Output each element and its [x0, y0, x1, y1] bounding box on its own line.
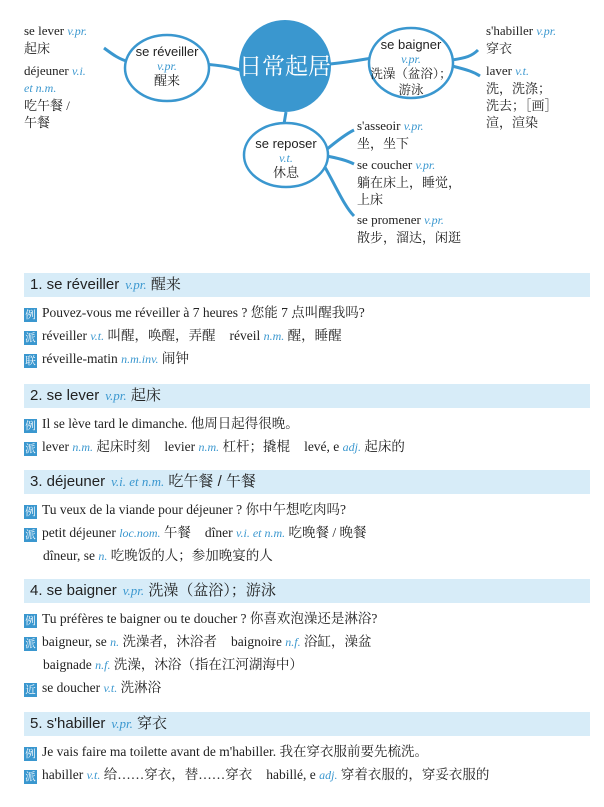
related-meaning: 闹钟	[161, 351, 189, 366]
derived-meaning: 洗澡者，沐浴者	[122, 634, 217, 649]
entry-meaning: 起床	[130, 387, 161, 404]
mindmap-center-title: 日常起居	[239, 53, 331, 79]
derived-tag: 派	[25, 443, 36, 455]
note-meaning: 穿衣	[486, 41, 513, 56]
example-line	[24, 412, 590, 435]
bubble-reposer	[244, 136, 328, 181]
bubble-pos: v.pr.	[401, 52, 421, 66]
entry-se-lever	[24, 384, 590, 458]
entry-pos: v.pr.	[105, 388, 127, 403]
derived-meaning: 吃晚餐 / 晚餐	[288, 525, 367, 540]
example-tag: 例	[25, 506, 36, 518]
entry-se-baigner	[24, 579, 590, 699]
note-meaning-3: 渲，渲染	[486, 115, 539, 130]
derived-word: lever	[42, 439, 69, 454]
note-se-promener	[357, 211, 461, 246]
bubble-word: se baigner	[380, 37, 442, 52]
example-text: Tu préfères te baigner ou te doucher ? 你喜欢泡澡还是淋浴?	[42, 611, 378, 626]
note-pos: v.pr.	[536, 24, 557, 38]
entry-header	[24, 579, 590, 603]
derived-meaning: 浴缸，澡盆	[304, 634, 372, 649]
entry-pos: v.pr.	[122, 583, 145, 598]
note-pos: v.pr.	[403, 119, 424, 133]
near-meaning: 洗淋浴	[120, 680, 162, 695]
derived-line	[24, 324, 590, 347]
derived-pos: n.	[98, 549, 108, 563]
derived-tag: 派	[25, 529, 36, 541]
entry-pos: v.pr.	[111, 716, 133, 731]
note-laver	[486, 62, 558, 131]
example-text: Pouvez-vous me réveiller à 7 heures ? 您能 7 点叫醒我吗?	[42, 305, 365, 320]
note-meaning-2: 上床	[357, 192, 384, 207]
entry-shabiller	[24, 712, 590, 786]
entry-meaning: 穿衣	[137, 715, 168, 732]
note-pos-2: et n.m.	[24, 81, 57, 95]
bubble-pos: v.pr.	[157, 59, 177, 73]
derived-pos: v.t.	[86, 768, 101, 782]
note-word: s'asseoir	[357, 118, 401, 133]
derived-pos: n.f.	[285, 635, 301, 649]
derived-pos: n.m.	[198, 440, 220, 454]
derived-meaning: 杠杆；撬棍	[222, 439, 291, 454]
example-line	[24, 301, 590, 324]
derived-word: baignoire	[230, 634, 282, 649]
note-pos: v.pr.	[67, 24, 88, 38]
derived-pos: loc.nom.	[119, 526, 161, 540]
derived-pos: n.	[110, 635, 120, 649]
entry-se-reveiller	[24, 273, 590, 370]
derived-pos: v.t.	[90, 329, 105, 343]
note-pos: v.t.	[515, 64, 530, 78]
derived-word: dîner	[204, 525, 233, 540]
bubble-meaning: 醒来	[153, 73, 180, 88]
bubble-meaning: 休息	[272, 165, 299, 180]
derived-word: levé, e	[304, 439, 340, 454]
derived-word: levier	[164, 439, 196, 454]
derived-line-continued	[24, 544, 590, 567]
bubble-word: se reposer	[255, 136, 317, 151]
note-word: laver	[486, 63, 512, 78]
derived-pos: v.i. et n.m.	[236, 526, 286, 540]
entry-meaning: 醒来	[150, 276, 181, 293]
derived-meaning: 吃晚饭的人；参加晚宴的人	[110, 548, 273, 563]
derived-tag: 派	[25, 638, 36, 650]
derived-word: habiller	[42, 767, 84, 782]
derived-word: réveil	[229, 328, 261, 343]
note-word: déjeuner	[24, 63, 69, 78]
derived-pos: adj.	[319, 768, 338, 782]
bubble-word: se réveiller	[135, 44, 199, 59]
note-meaning: 洗，洗涤；	[486, 81, 552, 96]
entry-title: 1. se réveiller	[30, 276, 120, 293]
note-meaning: 起床	[24, 41, 51, 56]
bubble-meaning: 洗澡（盆浴）；	[370, 67, 452, 81]
note-word: se lever	[24, 23, 65, 38]
derived-meaning: 穿着衣服的，穿妥衣服的	[340, 767, 490, 782]
note-shabiller	[486, 22, 556, 57]
bubble-meaning-2: 游泳	[398, 83, 424, 97]
example-tag: 例	[25, 615, 36, 627]
note-se-coucher	[357, 156, 461, 208]
derived-meaning: 叫醒，唤醒，弄醒	[107, 328, 216, 343]
example-tag: 例	[25, 420, 36, 432]
derived-word: habillé, e	[266, 767, 316, 782]
derived-pos: n.f.	[95, 658, 111, 672]
note-word: se coucher	[357, 157, 413, 172]
note-pos: v.pr.	[415, 158, 436, 172]
example-line	[24, 740, 590, 763]
bubble-pos: v.t.	[279, 151, 293, 165]
entry-header	[24, 470, 590, 494]
entry-title: 4. se baigner	[30, 582, 117, 599]
derived-word: baigneur, se	[42, 634, 107, 649]
derived-meaning: 起床的	[364, 439, 405, 454]
example-tag: 例	[25, 748, 36, 760]
example-text: Il se lève tard le dimanche. 他周日起得很晚。	[42, 416, 299, 431]
related-pos: n.m.inv.	[121, 352, 159, 366]
derived-pos: adj.	[342, 440, 362, 454]
note-meaning-2: 午餐	[24, 115, 51, 130]
example-line	[24, 607, 590, 630]
note-word: se promener	[357, 212, 421, 227]
note-word: s'habiller	[486, 23, 534, 38]
derived-word: petit déjeuner	[42, 525, 116, 540]
derived-meaning: 醒，睡醒	[287, 328, 342, 343]
bubble-reveiller	[125, 44, 209, 89]
near-tag: 近	[25, 684, 36, 696]
note-sasseoir	[357, 117, 424, 152]
note-meaning: 坐，坐下	[357, 136, 410, 151]
related-line	[24, 347, 590, 370]
related-word: réveille-matin	[42, 351, 118, 366]
derived-word: dîneur, se	[43, 548, 95, 563]
bubble-baigner	[369, 37, 453, 98]
note-pos: v.pr.	[424, 213, 444, 227]
entry-title: 3. déjeuner	[30, 473, 106, 490]
note-pos: v.i.	[72, 64, 86, 78]
entry-header	[24, 273, 590, 297]
derived-line	[24, 630, 590, 653]
near-line	[24, 676, 590, 699]
note-se-lever	[24, 22, 87, 57]
note-meaning: 吃午餐 /	[24, 98, 70, 113]
derived-line	[24, 435, 590, 458]
derived-meaning: 洗澡，沐浴（指在江河湖海中）	[113, 657, 303, 672]
entry-dejeuner	[24, 470, 590, 567]
derived-pos: n.m.	[72, 440, 94, 454]
derived-tag: 派	[25, 332, 36, 344]
example-text: Tu veux de la viande pour déjeuner ? 你中午想吃肉吗?	[42, 502, 346, 517]
derived-meaning: 给……穿衣，替……穿衣	[103, 767, 253, 782]
note-meaning-2: 洗去；［画］	[486, 98, 558, 113]
related-tag: 联	[25, 355, 36, 367]
example-text: Je vais faire ma toilette avant de m'habiller. 我在穿衣服前要先梳洗。	[42, 744, 428, 759]
note-meaning: 躺在床上，睡觉，	[357, 175, 462, 190]
entry-pos: v.pr.	[125, 277, 147, 292]
derived-word: baignade	[43, 657, 92, 672]
derived-pos: n.m.	[263, 329, 285, 343]
derived-line-continued	[24, 653, 590, 676]
near-pos: v.t.	[103, 681, 118, 695]
note-dejeuner	[24, 62, 86, 131]
near-word: se doucher	[42, 680, 101, 695]
entry-title: 2. se lever	[30, 387, 100, 404]
entry-title: 5. s'habiller	[30, 715, 106, 732]
note-meaning: 散步，溜达，闲逛	[357, 230, 462, 245]
example-tag: 例	[25, 309, 36, 321]
entry-header	[24, 384, 590, 408]
derived-tag: 派	[25, 771, 36, 783]
derived-meaning: 午餐	[163, 525, 191, 540]
entry-header	[24, 712, 590, 736]
example-line	[24, 498, 590, 521]
entry-pos: v.i. et n.m.	[111, 474, 165, 489]
derived-word: réveiller	[42, 328, 87, 343]
entry-meaning: 吃午餐 / 午餐	[168, 473, 256, 490]
derived-line	[24, 763, 590, 786]
derived-line	[24, 521, 590, 544]
entry-meaning: 洗澡（盆浴）；游泳	[148, 582, 276, 599]
derived-meaning: 起床时刻	[96, 439, 151, 454]
